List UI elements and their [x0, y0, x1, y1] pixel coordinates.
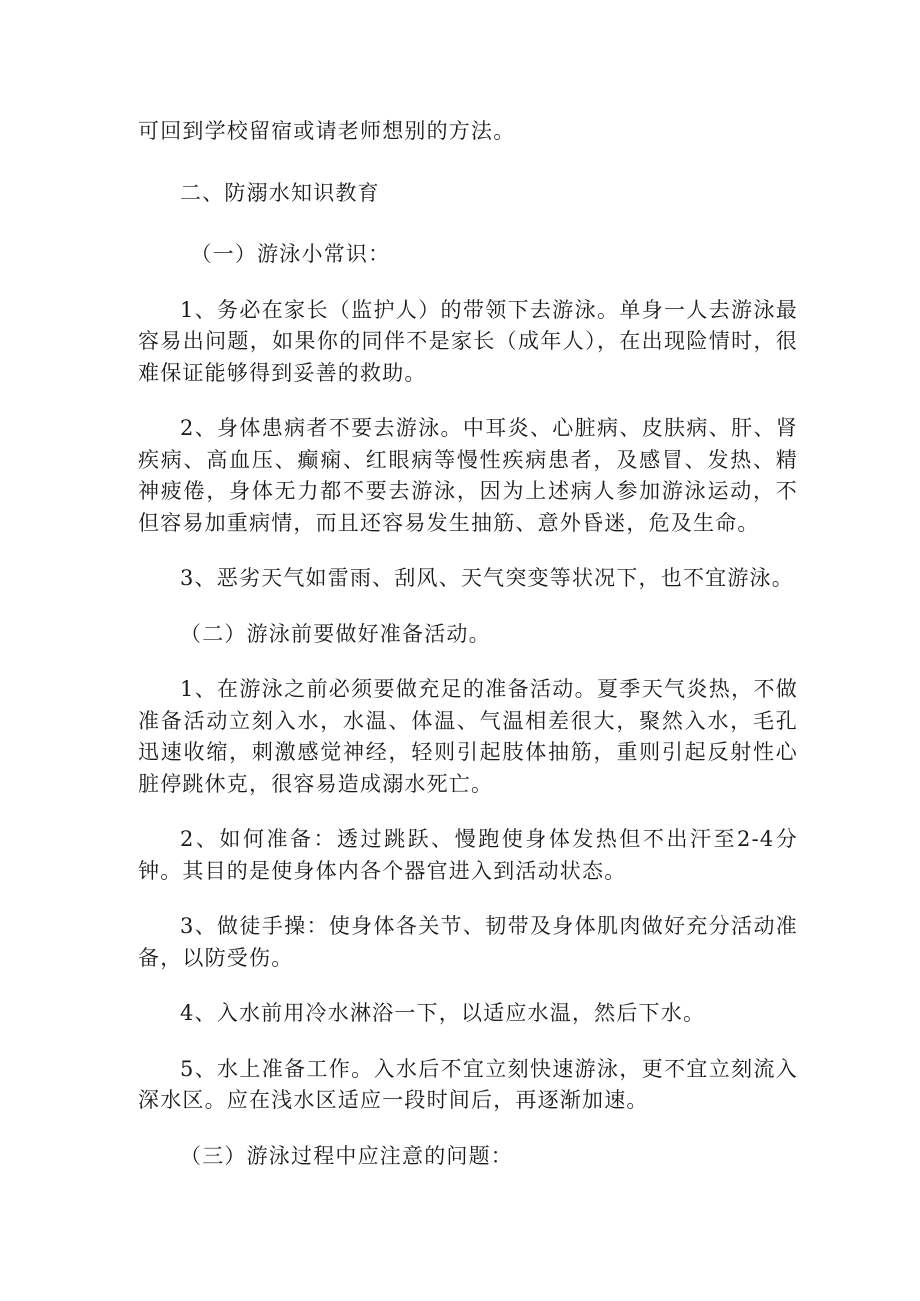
subsection-heading-during-swim: （三）游泳过程中应注意的问题： [180, 1143, 513, 1168]
subsection-heading-swimming-tips: （一）游泳小常识： [190, 242, 391, 266]
paragraph-tip-3: 3、恶劣天气如雷雨、刮风、天气突变等状况下，也不宜游泳。 [180, 566, 794, 590]
paragraph-warmup-3: 3、做徒手操：使身体各关节、韧带及身体肌肉做好充分活动准备，以防受伤。 [138, 914, 798, 970]
section-heading-drowning-prevention: 二、防溺水知识教育 [180, 180, 380, 205]
paragraph-warmup-4: 4、入水前用冷水淋浴一下，以适应水温，然后下水。 [180, 1001, 706, 1025]
paragraph-warmup-2: 2、如何准备：透过跳跃、慢跑使身体发热但不出汗至2-4分钟。其目的是使身体内各个器官进入到活动状态。 [138, 827, 798, 883]
subsection-heading-warmup: （二）游泳前要做好准备活动。 [180, 621, 491, 646]
document-page [138, 116, 798, 1172]
paragraph-tip-1: 1、务必在家长（监护人）的带领下去游泳。单身一人去游泳最容易出问题，如果你的同伴不是家长（成年人），在出现险情时，很难保证能够得到妥善的救助。 [138, 297, 798, 385]
paragraph-warmup-1: 1、在游泳之前必须要做充足的准备活动。夏季天气炎热，不做准备活动立刻入水，水温、体温、气温相差很大，聚然入水，毛孔迅速收缩，刺激感觉神经，轻则引起肢体抽筋，重则引起反射性心脏停跳休克，很容易造成溺水死亡。 [138, 677, 798, 796]
paragraph-tip-2: 2、身体患病者不要去游泳。中耳炎、心脏病、皮肤病、肝、肾疾病、高血压、癫痫、红眼病等慢性疾病患者，及感冒、发热、精神疲倦，身体无力都不要去游泳，因为上述病人参加游泳运动，不但容易加重病情，而且还容易发生抽筋、意外昏迷，危及生命。 [138, 416, 798, 535]
paragraph-continuation: 可回到学校留宿或请老师想别的方法。 [138, 119, 516, 143]
paragraph-warmup-5: 5、水上准备工作。入水后不宜立刻快速游泳，更不宜立刻流入深水区。应在浅水区适应一段时间后，再逐渐加速。 [138, 1056, 798, 1112]
